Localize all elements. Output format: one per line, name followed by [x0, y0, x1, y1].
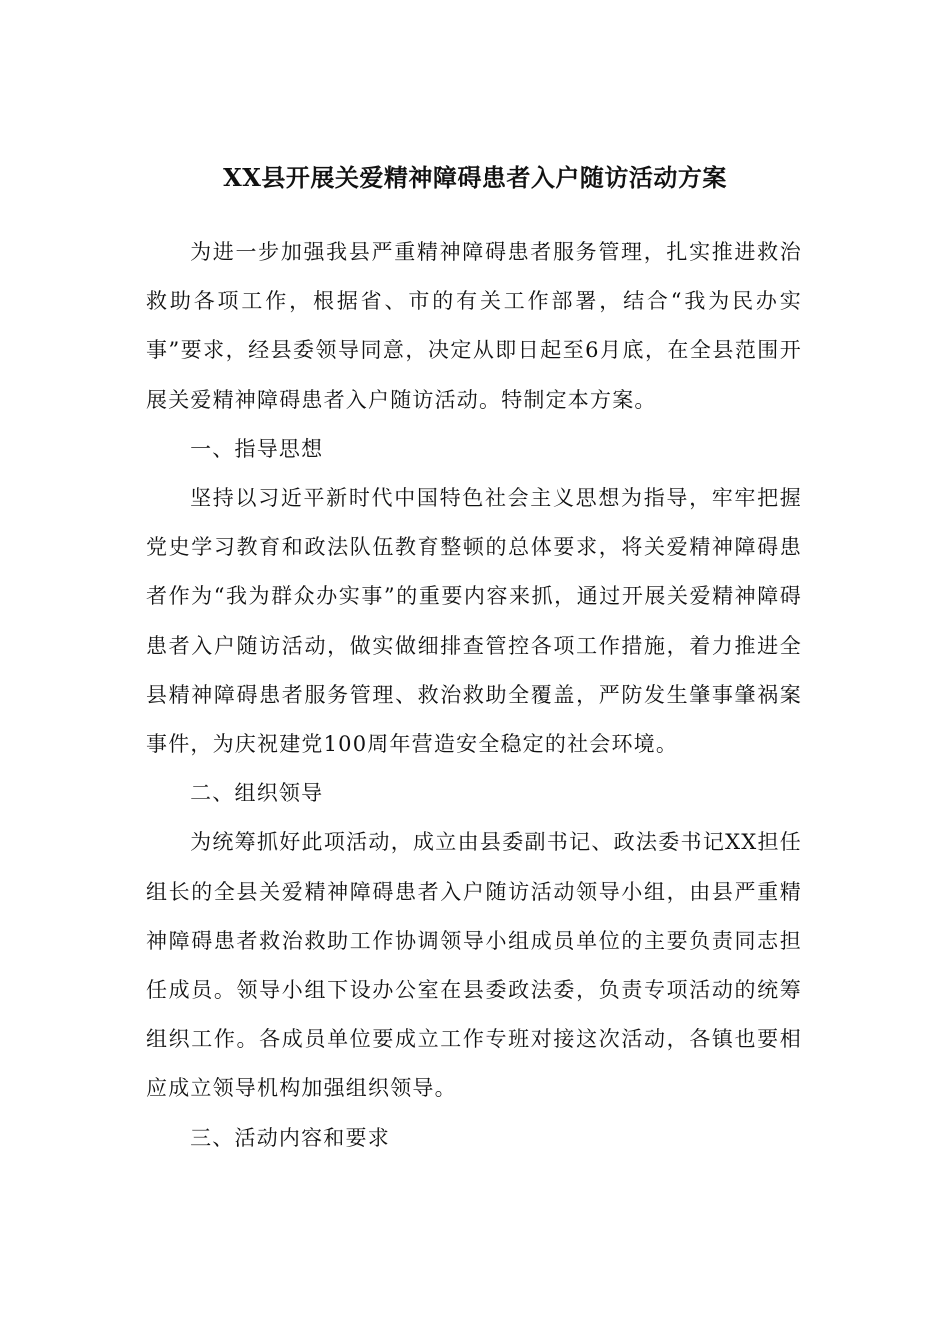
section-1-paragraph: 坚持以习近平新时代中国特色社会主义思想为指导，牢牢把握党史学习教育和政法队伍教育整顿的总体要求，将关爱精神障碍患者作为“我为群众办实事”的重要内容来抓，通过开展关爱精神障碍患者入户随访活动，做实做细排查管控各项工作措施，着力推进全县精神障碍患者服务管理、救治救助全覆盖，严防发生肇事肇祸案事件，为庆祝建党100周年营造安全稳定的社会环境。	[146, 486, 802, 757]
section-3-heading: 三、活动内容和要求	[190, 1125, 390, 1150]
section-1-heading: 一、指导思想	[190, 436, 324, 461]
document-title: XX县开展关爱精神障碍患者入户随访活动方案	[223, 163, 727, 192]
section-2-heading: 二、组织领导	[190, 781, 324, 806]
intro-paragraph: 为进一步加强我县严重精神障碍患者服务管理，扎实推进救治救助各项工作，根据省、市的有关工作部署，结合“我为民办实事”要求，经县委领导同意，决定从即日起至6月底，在全县范围开展关爱精神障碍患者入户随访活动。特制定本方案。	[146, 240, 802, 412]
section-2-paragraph: 为统筹抓好此项活动，成立由县委副书记、政法委书记XX担任组长的全县关爱精神障碍患者入户随访活动领导小组，由县严重精神障碍患者救治救助工作协调领导小组成员单位的主要负责同志担任成员。领导小组下设办公室在县委政法委，负责专项活动的统筹组织工作。各成员单位要成立工作专班对接这次活动，各镇也要相应成立领导机构加强组织领导。	[146, 830, 802, 1101]
document-body	[146, 228, 802, 1163]
